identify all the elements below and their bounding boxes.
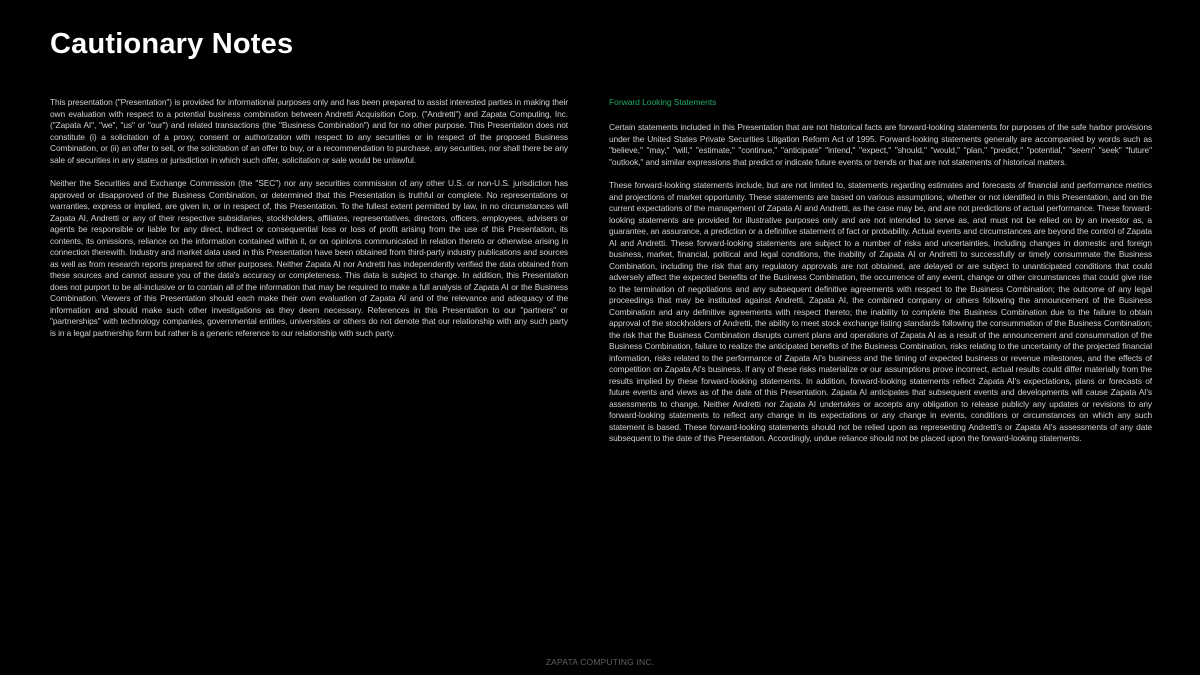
forward-looking-paragraph-2: These forward-looking statements include, but are not limited to, statements regarding estimates and forecasts of financial and performance metrics and projections of market opportunity. These statements are based on various assumptions, whether or not identified in this Presentation, and on the current expectations of the management of Zapata AI and Andretti, as the case may be, and are not predictions of actual performance. These forward-looking statements are provided for illustrative purposes only and are not intended to serve as, and must not be relied on by an investor as, a guarantee, an assurance, a prediction or a definitive statement of fact or probability. Actual events and circumstances are beyond the control of Zapata AI and Andretti. These forward-looking statements are subject to a number of risks and uncertainties, including changes in domestic and foreign business, market, financial, political and legal conditions, the inability of Zapata AI or Andretti to successfully or timely consummate the Business Combination, including the risk that any regulatory approvals are not obtained, are delayed or are subject to unanticipated conditions that could adversely affect the expected benefits of the Business Combination, the occurrence of any event, change or other circumstances that could give rise to the termination of negotiations and any subsequent definitive agreements with respect to the Business Combination; the outcome of any legal proceedings that may be instituted against Andretti, Zapata AI, the combined company or others following the announcement of the Business Combination and any definitive agreements with respect thereto; the inability to complete the Business Combination due to the failure to obtain approval of the stockholders of Andretti, the ability to meet stock exchange listing standards following the consummation of the Business Combination; the risk that the Business Combination disrupts current plans and operations of Zapata AI as a result of the announcement and consummation of the Business Combination, failure to realize the anticipated benefits of the Business Combination, risks relating to the uncertainty of the projected financial information, risks related to the performance of Zapata AI's business and the timing of expected business or revenue milestones, and the effects of competition on Zapata AI's business. If any of these risks materialize or our assumptions prove incorrect, actual results could differ materially from the results implied by these forward-looking statements. In addition, forward-looking statements reflect Zapata AI's expectations, plans or forecasts of future events and views as of the date of this Presentation. Zapata AI anticipates that subsequent events and developments will cause Zapata AI's assessments to change. Neither Andretti nor Zapata AI undertakes or accepts any obligation to release publicly any updates or revisions to any forward-looking statements to reflect any change in its expectations or any change in events, conditions or circumstances on which any such statement is based. These forward-looking statements should not be relied upon as representing Andretti's or Zapata AI's assessments of any date subsequent to the date of this Presentation. Accordingly, undue reliance should not be placed upon the forward-looking statements. bbox=[609, 180, 1152, 443]
disclaimer-column bbox=[50, 97, 568, 351]
forward-looking-paragraph-1: Certain statements included in this Presentation that are not historical facts are forward-looking statements for purposes of the safe harbor provisions under the United States Private Securities Litigation Reform Act of 1995. Forward-looking statements generally are accompanied by words such as "believe," "may," "will," "estimate," "continue," "anticipate" "intend," "expect," "should," "would," "plan," "predict," "potential," "seem" "seek" "future" "outlook," and similar expressions that predict or indicate future events or trends or that are not statements of historical matters. bbox=[609, 122, 1152, 167]
forward-looking-heading: Forward Looking Statements bbox=[609, 97, 717, 107]
disclaimer-paragraph-1: This presentation ("Presentation") is provided for informational purposes only and has been prepared to assist interested parties in making their own evaluation with respect to a potential business combination between Andretti Acquisition Corp. ("Andretti") and Zapata Computing, Inc. ("Zapata AI", "we", "us" or "our") and related transactions (the "Business Combination") and for no other purpose. This Presentation does not constitute (i) a solicitation of a proxy, consent or authorization with respect to any securities or in respect of the proposed Business Combination, or (ii) an offer to sell, or the solicitation of an offer to buy, or a recommendation to purchase, any securities, nor shall there be any sale of securities in any states or jurisdiction in which such offer, solicitation or sale would be unlawful. bbox=[50, 97, 568, 165]
disclaimer-paragraph-2: Neither the Securities and Exchange Commission (the "SEC") nor any securities commission of any other U.S. or non-U.S. jurisdiction has approved or disapproved of the Business Combination, or determined that this Presentation is truthful or complete. No representations or warranties, express or implied, are given in, or in respect of, this Presentation. To the fullest extent permitted by law, in no circumstances will Zapata AI, Andretti or any of their respective subsidiaries, stockholders, affiliates, representatives, directors, officers, employees, advisers or agents be responsible or liable for any direct, indirect or consequential loss or loss of profit arising from the use of this Presentation, its contents, its omissions, reliance on the information contained within it, or on opinions communicated in relation thereto or otherwise arising in connection therewith. Industry and market data used in this Presentation have been obtained from third-party industry publications and sources as well as from research reports prepared for other purposes. Neither Zapata AI nor Andretti has independently verified the data obtained from these sources and cannot assure you of the data's accuracy or completeness. This data is subject to change. In addition, this Presentation does not purport to be all-inclusive or to contain all of the information that may be required to make a full analysis of Zapata AI or the Business Combination. Viewers of this Presentation should each make their own evaluation of Zapata AI and of the relevance and adequacy of the information and should make such other investigations as they deem necessary. References in this Presentation to our "partners" or "partnerships" with technology companies, governmental entities, universities or others do not denote that our relationship with any such party is in a legal partnership form but rather is a generic reference to our relationship with such party. bbox=[50, 178, 568, 338]
footer-company-name: ZAPATA COMPUTING INC. bbox=[545, 657, 655, 667]
forward-looking-column bbox=[609, 97, 1152, 457]
page-title: Cautionary Notes bbox=[50, 28, 294, 60]
